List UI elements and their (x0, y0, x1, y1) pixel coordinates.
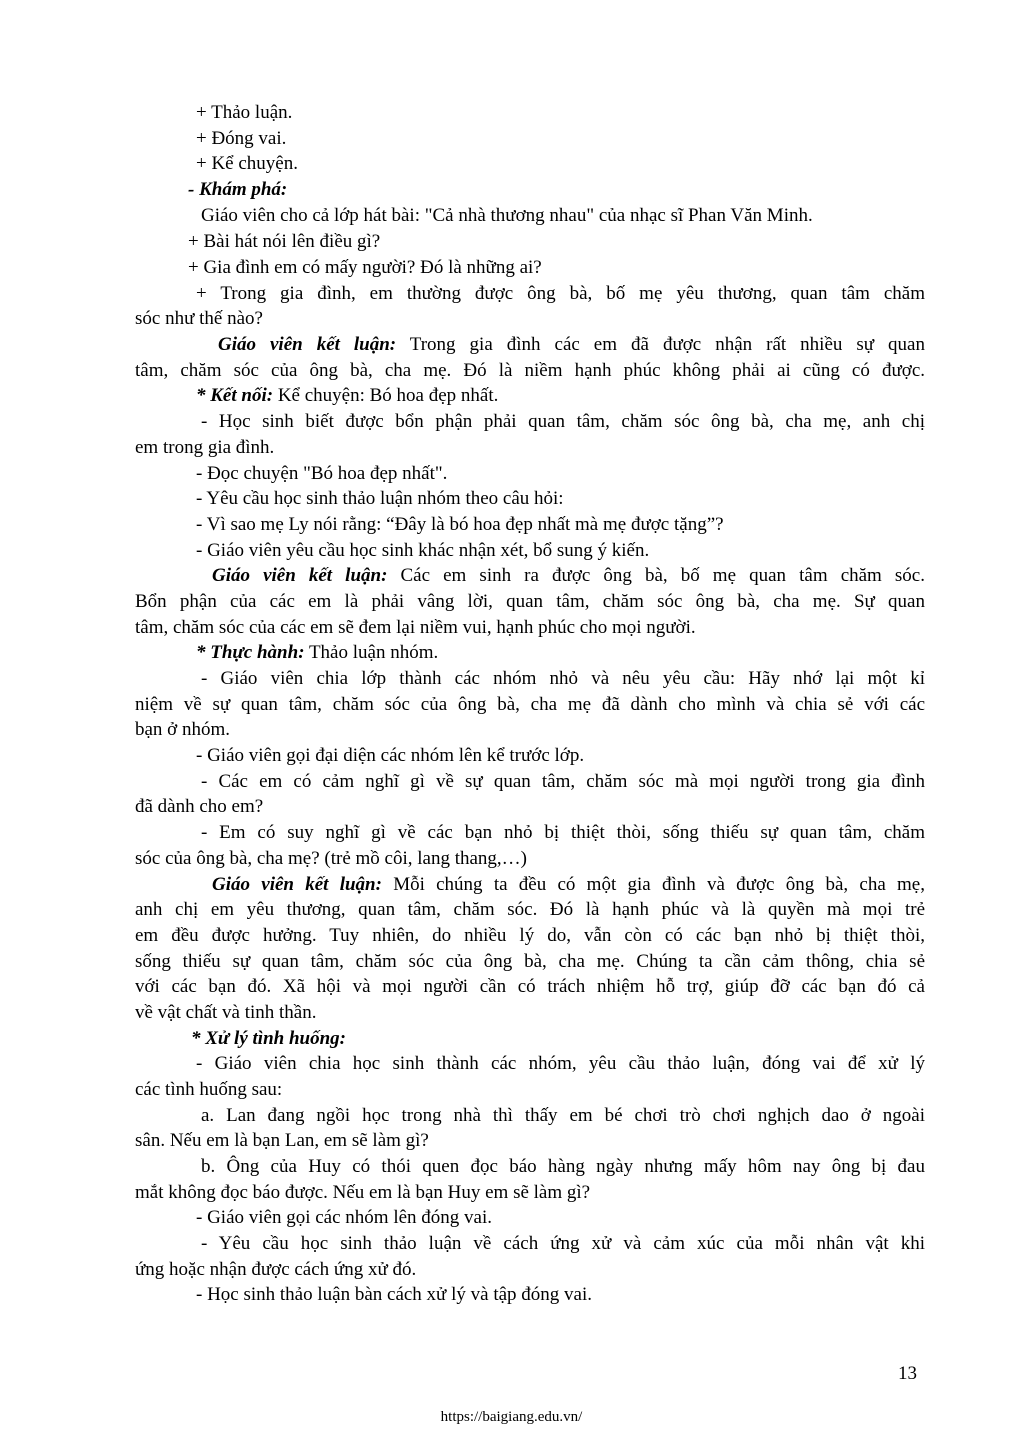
footer-url[interactable]: https://baigiang.edu.vn/ (440, 1409, 583, 1425)
section-heading: * Thực hành: Thảo luận nhóm. (196, 642, 439, 663)
text-line: - Em có suy nghĩ gì về các bạn nhỏ bị thiệt thòi, sống thiếu sự quan tâm, chăm (201, 822, 925, 843)
section-heading: - Khám phá: (188, 179, 288, 200)
text-line: sóc của ông bà, cha mẹ? (trẻ mồ côi, lang thang,…) (135, 848, 527, 869)
conclusion-line: Giáo viên kết luận: Trong gia đình các em đã được nhận rất nhiều sự quan (218, 334, 925, 355)
text-line: + Kể chuyện. (196, 153, 298, 174)
text-line: tâm, chăm sóc của các em sẽ đem lại niềm vui, hạnh phúc cho mọi người. (135, 617, 696, 638)
text-line: mắt không đọc báo được. Nếu em là bạn Huy em sẽ làm gì? (135, 1182, 591, 1203)
conclusion-line: Giáo viên kết luận: Các em sinh ra được ông bà, bố mẹ quan tâm chăm sóc. (212, 565, 925, 586)
text-line: Bổn phận của các em là phải vâng lời, quan tâm, chăm sóc ông bà, cha mẹ. Sự quan (135, 591, 925, 612)
text-line: em trong gia đình. (135, 437, 275, 458)
text-line: - Giáo viên yêu cầu học sinh khác nhận xét, bổ sung ý kiến. (196, 540, 650, 561)
text-line: - Giáo viên chia học sinh thành các nhóm, yêu cầu thảo luận, đóng vai để xử lý (196, 1053, 925, 1074)
text-line: - Yêu cầu học sinh thảo luận nhóm theo câu hỏi: (196, 488, 564, 509)
section-heading: * Xử lý tình huống: (191, 1028, 346, 1049)
section-heading: * Kết nối: Kể chuyện: Bó hoa đẹp nhất. (196, 385, 499, 406)
text-line: sóc như thế nào? (135, 308, 263, 329)
text-line: - Đọc chuyện "Bó hoa đẹp nhất". (196, 463, 448, 484)
text-line: về vật chất và tinh thần. (135, 1002, 317, 1023)
text-line: + Thảo luận. (196, 102, 293, 123)
text-line: ứng hoặc nhận được cách ứng xử đó. (135, 1259, 417, 1280)
text-line: a. Lan đang ngồi học trong nhà thì thấy em bé chơi trò chơi nghịch dao ở ngoài (201, 1105, 925, 1126)
text-line: các tình huống sau: (135, 1079, 283, 1100)
text-line: sân. Nếu em là bạn Lan, em sẽ làm gì? (135, 1130, 429, 1151)
text-line: anh chị em yêu thương, quan tâm, chăm sóc. Đó là hạnh phúc và là quyền mà mọi trẻ (135, 899, 925, 920)
page-number: 13 (898, 1363, 917, 1384)
text-line: - Học sinh biết được bổn phận phải quan tâm, chăm sóc ông bà, cha mẹ, anh chị (201, 411, 925, 432)
text-line: - Yêu cầu học sinh thảo luận về cách ứng xử và cảm xúc của mỗi nhân vật khi (201, 1233, 925, 1254)
text-line: b. Ông của Huy có thói quen đọc báo hàng ngày nhưng mấy hôm nay ông bị đau (201, 1156, 925, 1177)
text-line: - Giáo viên chia lớp thành các nhóm nhỏ và nêu yêu cầu: Hãy nhớ lại một kỉ (201, 668, 925, 689)
text-line: - Giáo viên gọi đại diện các nhóm lên kể trước lớp. (196, 745, 585, 766)
text-line: + Trong gia đình, em thường được ông bà, bố mẹ yêu thương, quan tâm chăm (196, 283, 925, 304)
text-line: đã dành cho em? (135, 796, 264, 817)
text-line: bạn ở nhóm. (135, 719, 231, 740)
text-line: sống thiếu sự quan tâm, chăm sóc của ông bà, cha mẹ. Chúng ta cần cảm thông, chia sẻ (135, 951, 925, 972)
text-line: Giáo viên cho cả lớp hát bài: "Cả nhà thương nhau" của nhạc sĩ Phan Văn Minh. (201, 205, 813, 226)
text-line: + Bài hát nói lên điều gì? (188, 231, 381, 252)
text-line: niệm về sự quan tâm, chăm sóc của ông bà, cha mẹ đã dành cho mình và chia sẻ với các (135, 694, 925, 715)
text-line: - Các em có cảm nghĩ gì về sự quan tâm, chăm sóc mà mọi người trong gia đình (201, 771, 925, 792)
conclusion-line: Giáo viên kết luận: Mỗi chúng ta đều có một gia đình và được ông bà, cha mẹ, (212, 874, 925, 895)
text-line: + Đóng vai. (196, 128, 287, 149)
text-line: - Vì sao mẹ Ly nói rằng: “Đây là bó hoa đẹp nhất mà mẹ được tặng”? (196, 514, 724, 535)
text-line: em đều được hưởng. Tuy nhiên, do nhiều lý do, vẫn còn có các bạn nhỏ bị thiệt thòi, (135, 925, 925, 946)
text-line: - Học sinh thảo luận bàn cách xử lý và tập đóng vai. (196, 1284, 592, 1305)
text-line: + Gia đình em có mấy người? Đó là những ai? (188, 257, 542, 278)
text-line: với các bạn đó. Xã hội và mọi người cần có trách nhiệm hỗ trợ, giúp đỡ các bạn đó cả (135, 976, 925, 997)
text-line: tâm, chăm sóc của ông bà, cha mẹ. Đó là niềm hạnh phúc không phải ai cũng có được. (135, 360, 925, 381)
text-line: - Giáo viên gọi các nhóm lên đóng vai. (196, 1207, 493, 1228)
